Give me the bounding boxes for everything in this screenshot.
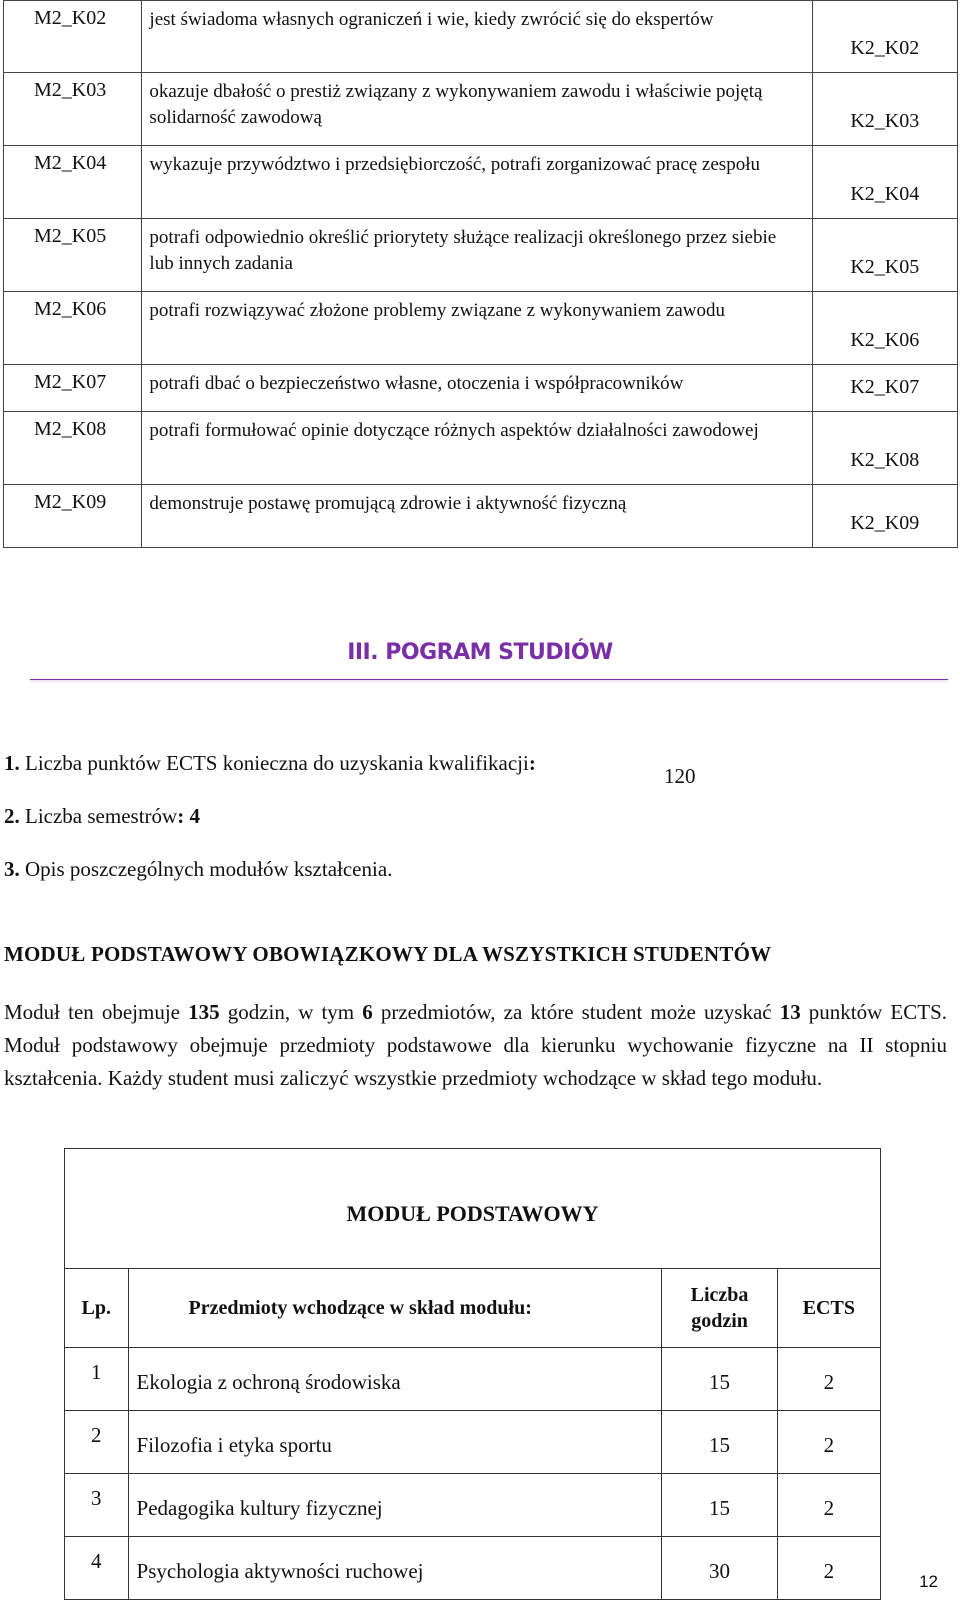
- row-subject: Psychologia aktywności ruchowej: [128, 1537, 662, 1600]
- outcome-reference: K2_K03: [812, 73, 957, 146]
- row-hours: 15: [662, 1348, 777, 1411]
- outcome-description: jest świadoma własnych ograniczeń i wie, kiedy zwrócić się do ekspertów: [142, 1, 812, 73]
- row-lp: 4: [65, 1537, 129, 1600]
- table-row: [4, 1, 958, 73]
- header-hours-line2: godzin: [691, 1310, 748, 1332]
- semesters-value: : 4: [177, 804, 200, 828]
- header-hours: [662, 1269, 777, 1348]
- desc-text: przedmiotów, za które student może uzyskać: [372, 1000, 780, 1024]
- section-heading: III. POGRAM STUDIÓW: [347, 640, 613, 665]
- table-header-row: [65, 1269, 881, 1348]
- table-caption-row: [65, 1149, 881, 1269]
- outcome-reference: K2_K08: [812, 412, 957, 485]
- table-row: [4, 146, 958, 219]
- row-subject: Pedagogika kultury fizycznej: [128, 1474, 662, 1537]
- row-subject: Ekologia z ochroną środowiska: [128, 1348, 662, 1411]
- row-lp: 3: [65, 1474, 129, 1537]
- outcome-code: M2_K04: [4, 146, 142, 219]
- outcome-description: potrafi formułować opinie dotyczące różnych aspektów działalności zawodowej: [142, 412, 812, 485]
- row-ects: 2: [777, 1537, 880, 1600]
- table-row: [4, 485, 958, 548]
- row-hours: 30: [662, 1537, 777, 1600]
- outcome-description: potrafi dbać o bezpieczeństwo własne, otoczenia i współpracowników: [142, 365, 812, 412]
- module-table-caption: MODUŁ PODSTAWOWY: [65, 1149, 881, 1269]
- semesters-line: [4, 804, 200, 829]
- table-row: [4, 292, 958, 365]
- desc-text: godzin, w tym: [219, 1000, 363, 1024]
- table-row: [65, 1348, 881, 1411]
- row-ects: 2: [777, 1474, 880, 1537]
- outcome-description: demonstruje postawę promującą zdrowie i aktywność fizyczną: [142, 485, 812, 548]
- modules-description-line: [4, 857, 392, 882]
- module-title: MODUŁ PODSTAWOWY OBOWIĄZKOWY DLA WSZYSTKICH STUDENTÓW: [4, 942, 772, 966]
- table-row: [65, 1474, 881, 1537]
- row-ects: 2: [777, 1411, 880, 1474]
- item-number: 2.: [4, 804, 20, 828]
- outcome-description: okazuje dbałość o prestiż związany z wykonywaniem zawodu i właściwie pojętą solidarność zawodową: [142, 73, 812, 146]
- module-description: [4, 996, 947, 1095]
- outcome-reference: K2_K09: [812, 485, 957, 548]
- item-number: 1.: [4, 751, 20, 775]
- item-colon: :: [528, 751, 536, 775]
- row-hours: 15: [662, 1474, 777, 1537]
- outcome-reference: K2_K04: [812, 146, 957, 219]
- outcome-reference: K2_K02: [812, 1, 957, 73]
- outcome-code: M2_K06: [4, 292, 142, 365]
- item-text: Liczba semestrów: [19, 804, 178, 828]
- row-hours: 15: [662, 1411, 777, 1474]
- table-row: [4, 412, 958, 485]
- outcome-code: M2_K07: [4, 365, 142, 412]
- item-number: 3.: [4, 857, 20, 881]
- module-subject-count: 6: [362, 1000, 373, 1024]
- row-lp: 2: [65, 1411, 129, 1474]
- header-hours-line1: Liczba: [690, 1284, 749, 1306]
- module-hours: 135: [188, 1000, 220, 1024]
- outcome-code: M2_K08: [4, 412, 142, 485]
- page-number: 12: [919, 1572, 938, 1591]
- row-lp: 1: [65, 1348, 129, 1411]
- item-text: Opis poszczególnych modułów kształcenia.: [19, 857, 393, 881]
- ects-total-value: 120: [664, 764, 696, 788]
- table-row: [4, 365, 958, 412]
- outcome-reference: K2_K07: [812, 365, 957, 412]
- outcome-description: wykazuje przywództwo i przedsiębiorczość, potrafi zorganizować pracę zespołu: [142, 146, 812, 219]
- module-ects: 13: [779, 1000, 801, 1024]
- outcome-reference: K2_K05: [812, 219, 957, 292]
- ects-total-line: [4, 751, 536, 776]
- row-ects: 2: [777, 1348, 880, 1411]
- table-row: [65, 1411, 881, 1474]
- table-row: [65, 1537, 881, 1600]
- outcome-description: potrafi odpowiednio określić priorytety służące realizacji określonego przez siebie lub innych zadania: [142, 219, 812, 292]
- outcome-code: M2_K09: [4, 485, 142, 548]
- desc-text: Moduł ten obejmuje: [4, 1000, 189, 1024]
- header-lp: Lp.: [65, 1269, 129, 1348]
- heading-underline: [30, 679, 948, 680]
- outcome-description: potrafi rozwiązywać złożone problemy związane z wykonywaniem zawodu: [142, 292, 812, 365]
- outcome-code: M2_K03: [4, 73, 142, 146]
- outcome-code: M2_K05: [4, 219, 142, 292]
- row-subject: Filozofia i etyka sportu: [128, 1411, 662, 1474]
- outcome-code: M2_K02: [4, 1, 142, 73]
- table-row: [4, 219, 958, 292]
- outcome-reference: K2_K06: [812, 292, 957, 365]
- header-ects: ECTS: [777, 1269, 880, 1348]
- desc-text: punktów ECTS. Moduł podstawowy obejmuje przedmioty podstawowe dla kierunku wychowanie fizyczne na II stopniu kształcenia. Każdy student musi zaliczyć wszystkie przedmioty wchodzące w skład tego modułu.: [4, 1000, 947, 1090]
- module-table: [64, 1148, 881, 1600]
- learning-outcomes-table: [3, 0, 958, 548]
- item-text: Liczba punktów ECTS konieczna do uzyskania kwalifikacji: [19, 751, 529, 775]
- header-subjects: Przedmioty wchodzące w skład modułu:: [128, 1269, 662, 1348]
- table-row: [4, 73, 958, 146]
